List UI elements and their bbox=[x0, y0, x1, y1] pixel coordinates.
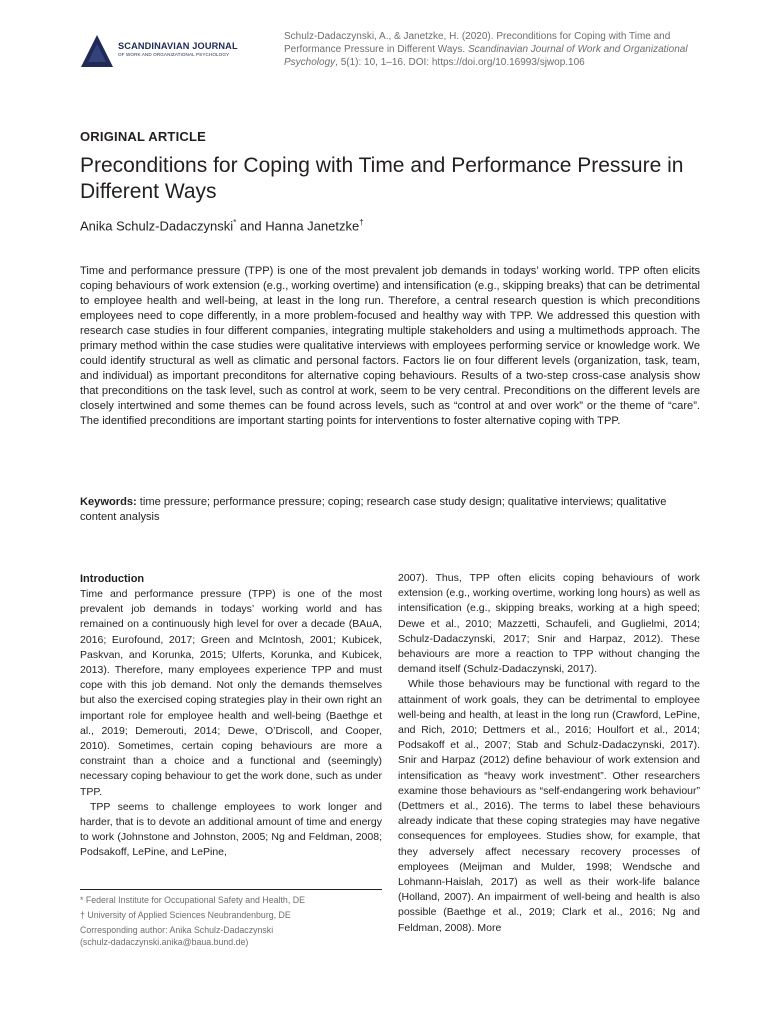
footnotes bbox=[80, 894, 382, 951]
logo-subtitle: OF WORK AND ORGANIZATIONAL PSYCHOLOGY bbox=[118, 52, 230, 57]
author-name: Hanna Janetzke bbox=[265, 218, 360, 234]
body-column-left bbox=[80, 572, 382, 861]
corresponding-email: (schulz-dadaczynski.anika@baua.bund.de) bbox=[80, 937, 249, 947]
article-title: Preconditions for Coping with Time and Performance Pressure in Different Ways bbox=[80, 154, 684, 203]
footnote-divider bbox=[80, 889, 382, 890]
journal-logo bbox=[80, 34, 280, 70]
abstract: Time and performance pressure (TPP) is one of the most prevalent job demands in todays’ working world. TPP often elicits coping behaviours of work extension (e.g., working overtime) and intensification (e.g., skipping breaks) that can be detrimental to employee health and well-being, at least in the long run. Therefore, a central research question is which preconditions employees need to cope differently, in a more problem-focused and healthy way with TPP. We addressed this question with research case studies in four different companies, integrating multiple stakeholders and using a multimethods approach. The primary method within the case studies were qualitative interviews with employees performing service or knowledge work. We could identify structural as well as climatic and personal factors. Factors lie on four different levels (organization, task, team, and individual) as important preconditons for alternative coping behaviours. Results of a two-step cross-case analysis show that preconditions on the task level, such as control at work, seem to be very central. Preconditions on the different levels are closely intertwined and some themes can be found across levels, such as “control at and over work” or the theme of “care”. The identified preconditions are important starting points for interventions to foster alternative coping with TPP. bbox=[80, 265, 700, 428]
corresponding-label: Corresponding author: Anika Schulz-Dadaczynski bbox=[80, 925, 274, 935]
author-name: Anika Schulz-Dadaczynski bbox=[80, 218, 234, 234]
logo-title: SCANDINAVIAN JOURNAL bbox=[118, 41, 238, 51]
paragraph: Time and performance pressure (TPP) is one of the most prevalent job demands in todays’ working world and has remained on a continuously high level for over a decade (BAuA, 2016; Eurofound, 2017; Green and McIntosh, 2001; Kubicek, Paskvan, and Korunka, 2015; Ulferts, Korunka, and Kubicek, 2013). Therefore, many employees experience TPP and must cope with this job demand. Not only the demands themselves but also the exercised coping strategies play in their own right an important role for employee health and well-being (Baethge et al., 2019; Demerouti, 2014; Dewe, O’Driscoll, and Cooper, 2010). Sometimes, certain coping behaviours are more a constraint than a choice and a functional and (seemingly) necessary coping behaviour to get the work done, such as under TPP. bbox=[80, 588, 382, 798]
affiliation-mark: * bbox=[233, 218, 237, 227]
footnote: † University of Applied Sciences Neubrandenburg, DE bbox=[80, 910, 291, 920]
section-heading: Introduction bbox=[80, 573, 145, 585]
body-column-right bbox=[398, 571, 700, 936]
paragraph: While those behaviours may be functional with regard to the attainment of work goals, they can be detrimental to employee well-being and health, at least in the long run (Crawford, LePine, and Rich, 2010; Dettmers et al., 2016; Houlfort et al., 2014; Podsakoff et al., 2007; Stab and Schulz-Dadaczynski, 2017). Snir and Harpaz (2012) define behaviour of work extension and intensification as “heavy work investment”. Other researchers examine those behaviours as “self-endangering work behaviour” (Dettmers et al., 2016). The terms to label these behaviours already indicate that these coping strategies may have negative consequences for employees. Studies show, for example, that they adversely affect necessary recovery processes of employees (Meijman and Mulder, 1998; Wendsche and Lohmann-Haislah, 2017) as well as their work-life balance (Holland, 2007). An impairment of well-being and health is also possible (Baethge et al., 2019; Clark et al., 2016; Ng and Feldman, 2008). More bbox=[398, 678, 700, 934]
footnote: * Federal Institute for Occupational Safety and Health, DE bbox=[80, 895, 305, 905]
article-type: ORIGINAL ARTICLE bbox=[80, 129, 206, 144]
paragraph: TPP seems to challenge employees to work longer and harder, that is to devote an additional amount of time and energy to work (Johnstone and Johnston, 2005; Ng and Feldman, 2008; Podsakoff, LePine, and LePine, bbox=[80, 800, 382, 859]
citation-part1: Schulz-Dadaczynski, A., & Janetzke, H. (2020). Preconditions for Coping with Time and Performance Pressure in Different Ways. bbox=[284, 31, 671, 55]
affiliation-mark: † bbox=[359, 218, 364, 227]
triangle-logo-icon bbox=[80, 34, 114, 68]
citation-block bbox=[284, 30, 704, 69]
keywords-label: Keywords: bbox=[80, 496, 137, 508]
keywords-text: time pressure; performance pressure; coping; research case study design; qualitative interviews; qualitative content analysis bbox=[80, 496, 667, 523]
author-connector: and bbox=[236, 218, 266, 234]
author-list bbox=[80, 218, 364, 233]
corresponding-author bbox=[80, 924, 382, 948]
keywords bbox=[80, 495, 700, 525]
citation-part2: , 5(1): 10, 1–16. DOI: https://doi.org/10.16993/sjwop.106 bbox=[335, 57, 585, 68]
citation-journal: Scandinavian Journal of Work and Organizational Psychology bbox=[284, 44, 688, 68]
paragraph: 2007). Thus, TPP often elicits coping behaviours of work extension (e.g., working overtime, working long hours) as well as intensification (e.g., skipping breaks, working at a high speed; Dewe et al., 2010; Mazzetti, Schaufeli, and Guglielmi, 2014; Schulz-Dadaczynski, 2017; Snir and Harpaz, 2012). These behaviours are more a reaction to TPP without changing the demand itself (Schulz-Dadaczynski, 2017). bbox=[398, 572, 700, 676]
